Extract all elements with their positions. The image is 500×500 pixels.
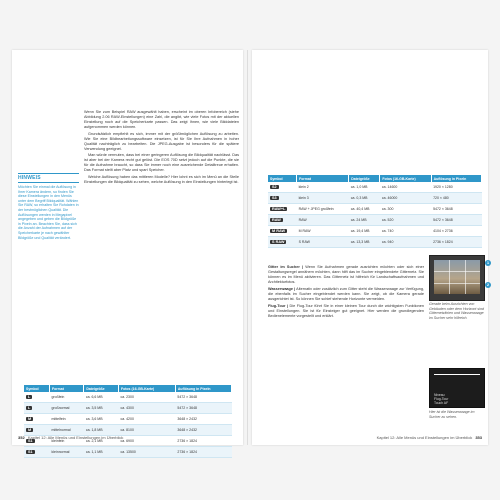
menu-line: Niveau xyxy=(434,393,445,397)
page-number: 352 xyxy=(18,435,25,440)
symbol-badge: M xyxy=(28,417,32,421)
col-header: Dateigröße xyxy=(84,385,119,392)
cell: 5472 × 3648 xyxy=(175,392,231,403)
viewfinder-grid-photo xyxy=(429,255,485,301)
left-body-text xyxy=(84,110,239,186)
chapter-title: Kapitel 12: Alle Menüs und Einstellungen im Überblick xyxy=(27,435,124,440)
col-header: Dateigröße xyxy=(349,175,380,182)
paragraph-lead: Flug-Tour | xyxy=(268,304,289,308)
hint-text: Möchten Sie einmal die Auflösung in Ihrer Kamera ändern, so finden Sie diese Einstellungen in den Menüs unter dem Begriff Bildqualität. Wählen Sie RAW, so erhalten Sie Rohdaten in der bestmöglichen Qualität. Die Auflösungen werden in Megapixel angegeben und geben die Bildgröße in Pixeln an. Beachten Sie, dass sich die Anzahl der Aufnahmen auf der Speicherkarte je nach gewählter Bildgröße und Qualität verändert. xyxy=(18,185,79,240)
col-header: Auflösung in Pixeln xyxy=(431,175,481,182)
paragraph xyxy=(268,287,424,302)
cell: S RAW xyxy=(297,237,349,248)
cell: ca. 19,4 MB xyxy=(349,226,380,237)
table-row xyxy=(268,193,482,204)
table-header-row xyxy=(24,385,232,392)
cell: mittelfein xyxy=(50,414,84,425)
table-row xyxy=(24,425,232,436)
symbol-badge: S RAW xyxy=(272,240,285,244)
paragraph: Man würde vermuten, dass bei einer geringeren Auflösung die Bildqualität nachlässt. Das ist aber bei der Kamera recht gut gelöst. Die EOS 70D setzt jedoch auf die Punkte, die sie für die Aufnahme braucht, so dass Sie immer noch eine ausreichende Detailtreue erhalten. Das Format stellt aber Platz und spart Speicher. xyxy=(84,153,239,172)
grid-line xyxy=(465,260,466,294)
paragraph-lead: Wasserwaage | xyxy=(268,287,296,291)
cell: ca. 6,6 MB xyxy=(84,392,119,403)
cell: 3648 × 2432 xyxy=(175,414,231,425)
symbol-badge: L xyxy=(28,406,31,410)
cell: ca. 300 xyxy=(380,204,431,215)
figure-caption: Gerade beim Ausrichten von Gebäuden oder dem Horizont sind Gitternetzlinien und Wasserwaage im Sucher sehr hilfreich. xyxy=(429,302,484,320)
page-number: 353 xyxy=(475,435,482,440)
table-row xyxy=(24,414,232,425)
cell: 5472 × 3648 xyxy=(431,215,481,226)
table-row xyxy=(268,215,482,226)
cell: 3648 × 2432 xyxy=(175,425,231,436)
right-footer xyxy=(377,435,484,440)
paragraph-text: Alternativ oder zusätzlich zum Gitter steht die Wasserwaage zur Verfügung, die ebenfalls im Sucher eingeblendet werden kann. Sie zeigt, ob die Kamera gerade ausgerichtet ist. So können Sie schief stehende Horizonte vermeiden. xyxy=(268,287,424,301)
symbol-badge: S1 xyxy=(28,439,33,443)
cell: ca. 1,8 MB xyxy=(84,425,119,436)
hint-heading: HINWEIS xyxy=(18,173,79,183)
hint-sidebar xyxy=(18,173,79,240)
cell: ca. 4300 xyxy=(118,403,175,414)
symbol-badge: S3 xyxy=(272,196,277,200)
cell: 5472 × 3648 xyxy=(431,204,481,215)
cell: mittelnormal xyxy=(50,425,84,436)
cell: ca. 940 xyxy=(380,237,431,248)
cell: ca. 13500 xyxy=(118,447,175,458)
col-header: Fotos (16-GB-Karte) xyxy=(380,175,431,182)
col-header: Auflösung in Pixeln xyxy=(175,385,231,392)
cell: 2736 × 1824 xyxy=(175,436,231,447)
table xyxy=(24,385,232,458)
cell: ca. 3,5 MB xyxy=(84,403,119,414)
cell: RAW xyxy=(297,215,349,226)
cell: ca. 4200 xyxy=(118,414,175,425)
right-page xyxy=(252,50,488,445)
cell: ca. 2,1 MB xyxy=(84,436,119,447)
paragraph-lead: Gitter im Sucher | xyxy=(268,265,304,269)
menu-line: Touch AF xyxy=(434,401,449,406)
symbol-badge: M xyxy=(28,428,32,432)
paragraph xyxy=(268,304,424,319)
paragraph: Welche Auflösung haben das mittleren Modelle? Hier lohnt es sich im Menü an die Stelle Einstellungen die Bildqualität zu sehen, welche Auflösung in den Einstellungen hinterlegt ist. xyxy=(84,174,239,184)
table-row xyxy=(24,447,232,458)
col-header: Fotos (16-GB-Karte) xyxy=(118,385,175,392)
paragraph: Wenn Sie zum Beispiel RAW ausgewählt haben, erscheint im oberen Infobereich (siehe Abbildung 2.06 RAW-Einstellungen) eine Zahl, die angibt, wie viele Fotos mit der aktuellen Einstellung noch auf die Speicherkarte passen. Das zeigt Ihnen, wie viele Bilddateien aufgenommen werden können. xyxy=(84,110,239,129)
cell: RAW + JPEG großfein xyxy=(297,204,349,215)
table-row xyxy=(268,237,482,248)
cell: ca. 46000 xyxy=(380,193,431,204)
paragraph xyxy=(268,265,424,285)
paragraph-text: Die Flug-Tour führt Sie in einer kleinen Tour durch die wichtigsten Funktionen und Einstellungen. Sie ist für Einsteiger gut geeignet. Hier werden die grundlegenden Bedienelemente vorgestellt und erklärt. xyxy=(268,304,424,318)
cell: 2736 × 1824 xyxy=(175,447,231,458)
symbol-badge: RAW+L xyxy=(272,207,286,211)
grid-line xyxy=(449,260,450,294)
resolution-table-right xyxy=(268,175,482,248)
cell: klein 3 xyxy=(297,193,349,204)
callout-bubble: 1 xyxy=(486,260,490,265)
right-body-text xyxy=(268,265,424,321)
figure-caption: Hier ist die Wasserwaage im Sucher zu sehen. xyxy=(429,410,475,419)
symbol-badge: M RAW xyxy=(272,229,286,233)
cell: ca. 40,4 MB xyxy=(349,204,380,215)
chapter-title: Kapitel 12: Alle Menüs und Einstellungen im Überblick xyxy=(376,435,473,440)
cell: ca. 8100 xyxy=(118,425,175,436)
cell: ca. 14600 xyxy=(380,182,431,193)
cell: 720 × 480 xyxy=(431,193,481,204)
cell: ca. 3,6 MB xyxy=(84,414,119,425)
cell: ca. 24 MB xyxy=(349,215,380,226)
cell: ca. 740 xyxy=(380,226,431,237)
table-row xyxy=(24,403,232,414)
level-line xyxy=(434,374,480,393)
level-display-screenshot xyxy=(429,368,485,408)
table-row xyxy=(268,182,482,193)
cell: klein 2 xyxy=(297,182,349,193)
table-row xyxy=(268,204,482,215)
col-header: Format xyxy=(50,385,84,392)
table-header-row xyxy=(268,175,482,182)
left-page xyxy=(12,50,243,454)
col-header: Symbol xyxy=(268,175,297,182)
cell: kleinfein xyxy=(50,436,84,447)
paragraph-text: Wenn Sie Aufnahmen gerade ausrichten möchten oder sich einer Gestaltungsregel annähern möchten, dann hilft das im Sucher eingeblendete Gitternetz. Sie können es im Menü aktivieren. Das Gitternetz ist hilfreich für Landschaftsaufnahmen und Architekturfotos. xyxy=(268,265,425,284)
table xyxy=(268,175,482,248)
cell: ca. 1,1 MB xyxy=(84,447,119,458)
grid-line xyxy=(434,271,480,272)
cell: 5472 × 3648 xyxy=(175,403,231,414)
cell: ca. 6900 xyxy=(118,436,175,447)
symbol-badge: L xyxy=(28,395,31,399)
cell: M RAW xyxy=(297,226,349,237)
photo-scene xyxy=(434,260,480,294)
symbol-badge: RAW xyxy=(272,218,281,222)
symbol-badge: S2 xyxy=(272,185,277,189)
cell: großnormal xyxy=(50,403,84,414)
col-header: Format xyxy=(297,175,349,182)
cell: ca. 2300 xyxy=(118,392,175,403)
table-row xyxy=(268,226,482,237)
col-header: Symbol xyxy=(24,385,50,392)
table-row xyxy=(24,392,232,403)
callout-bubble: 2 xyxy=(486,282,490,287)
left-footer xyxy=(16,435,123,440)
cell: ca. 13,3 MB xyxy=(349,237,380,248)
gutter-divider xyxy=(247,50,248,445)
resolution-table-left xyxy=(24,385,232,458)
menu-line: Flug-Tour xyxy=(434,397,449,402)
cell: 1920 × 1280 xyxy=(431,182,481,193)
cell: großfein xyxy=(50,392,84,403)
cell: ca. 1,0 MB xyxy=(349,182,380,193)
cell: ca. 520 xyxy=(380,215,431,226)
symbol-badge: S1 xyxy=(28,450,33,454)
paragraph: Grundsätzlich empfiehlt es sich, immer mit der größtmöglichen Auflösung zu arbeiten. Wie Sie eine Bildbearbeitungssoftware einsetzen, ist für Sie Ihre Aufnahmen in hoher Qualität nachträglich zu bearbeiten. Die JPEG-Ausgabe ist besonders für die spätere Verwendung geeignet. xyxy=(84,131,239,151)
cell: ca. 0,3 MB xyxy=(349,193,380,204)
cell: kleinnormal xyxy=(50,447,84,458)
level-menu-text xyxy=(434,393,448,406)
cell: 2736 × 1824 xyxy=(431,237,481,248)
cell: 4104 × 2736 xyxy=(431,226,481,237)
grid-line xyxy=(434,283,480,284)
